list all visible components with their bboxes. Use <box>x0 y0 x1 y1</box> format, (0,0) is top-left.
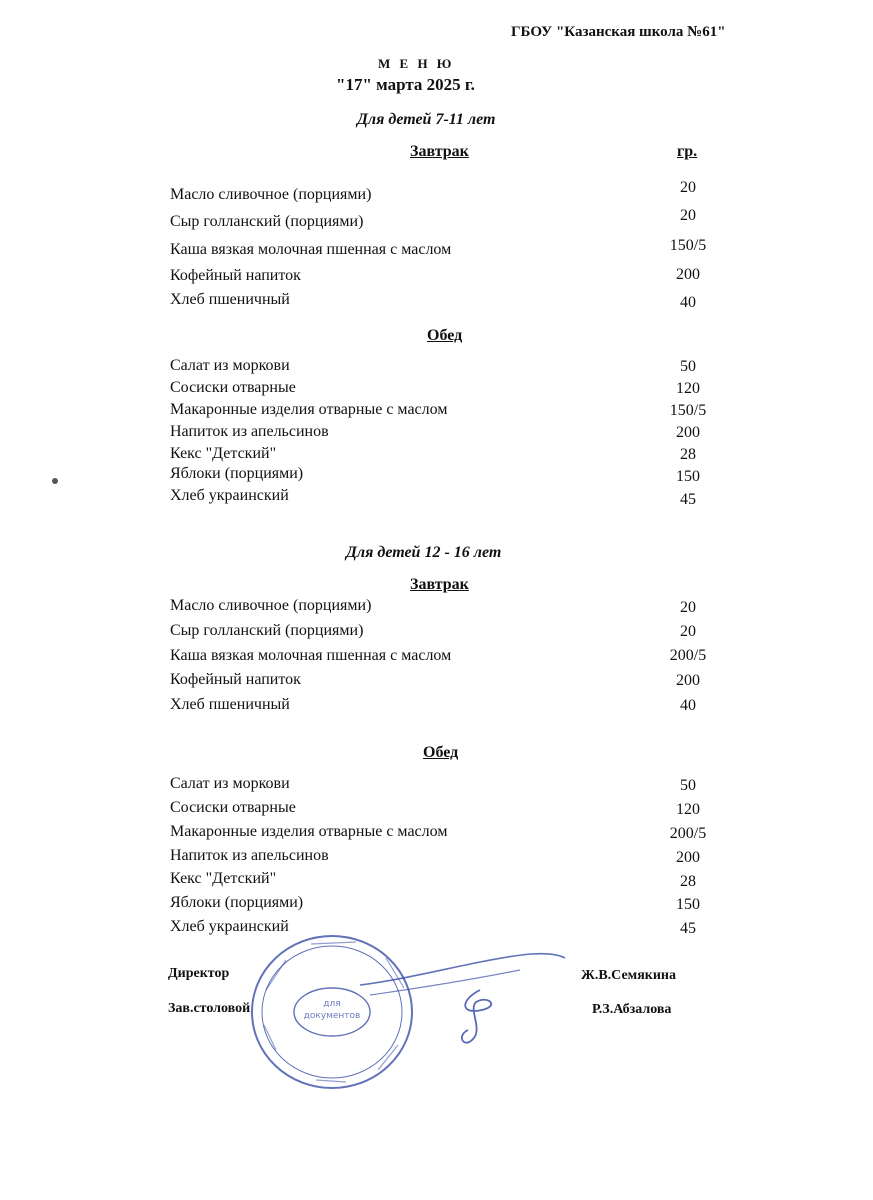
menu-item-weight: 120 <box>676 380 700 397</box>
menu-item-weight: 120 <box>676 801 700 818</box>
menu-item: Сыр голланский (порциями) <box>170 213 364 230</box>
menu-item: Салат из моркови <box>170 775 290 792</box>
menu-item-weight: 28 <box>680 873 696 890</box>
menu-item-weight: 200/5 <box>669 647 707 664</box>
scan-speck <box>52 478 58 484</box>
menu-item-weight: 20 <box>680 207 696 224</box>
menu-item: Сосиски отварные <box>170 379 296 396</box>
director-role: Директор <box>168 966 230 981</box>
menu-item-weight: 20 <box>680 179 696 196</box>
menu-item: Кекс "Детский" <box>170 870 277 887</box>
menu-item: Напиток из апельсинов <box>170 847 329 864</box>
menu-item-weight: 200/5 <box>669 825 707 842</box>
menu-item: Каша вязкая молочная пшенная с маслом <box>170 241 452 258</box>
menu-item-weight: 50 <box>680 358 696 375</box>
age-group-12-16: Для детей 12 - 16 лет <box>346 544 502 561</box>
menu-item: Масло сливочное (порциями) <box>170 597 372 614</box>
menu-item: Каша вязкая молочная пшенная с маслом <box>170 647 452 664</box>
menu-item-weight: 20 <box>680 599 696 616</box>
director-signature <box>360 940 580 1060</box>
menu-item-weight: 45 <box>680 920 696 937</box>
menu-item-weight: 150 <box>676 468 700 485</box>
menu-item: Салат из моркови <box>170 357 290 374</box>
menu-item-weight: 150/5 <box>669 402 707 419</box>
menu-item: Хлеб украинский <box>170 487 289 504</box>
menu-date: "17" марта 2025 г. <box>336 75 475 94</box>
menu-item-weight: 40 <box>680 294 696 311</box>
menu-item: Яблоки (порциями) <box>170 894 304 911</box>
stamp-text-line2: документов <box>303 1011 361 1021</box>
menu-item: Напиток из апельсинов <box>170 423 329 440</box>
menu-item: Масло сливочное (порциями) <box>170 186 372 203</box>
section-breakfast-12-16: Завтрак <box>410 576 469 593</box>
canteen-head-name: Р.З.Абзалова <box>592 1002 672 1017</box>
canteen-head-role: Зав.столовой <box>168 1001 251 1016</box>
organization-name: ГБОУ "Казанская школа №61" <box>511 24 726 40</box>
director-name: Ж.В.Семякина <box>581 968 676 983</box>
menu-item-weight: 150/5 <box>669 237 707 254</box>
age-group-7-11: Для детей 7-11 лет <box>357 111 496 128</box>
menu-item-weight: 20 <box>680 623 696 640</box>
menu-item: Сосиски отварные <box>170 799 296 816</box>
stamp-text-line1: для <box>323 999 341 1009</box>
menu-item: Кофейный напиток <box>170 671 301 688</box>
menu-item-weight: 50 <box>680 777 696 794</box>
menu-item: Сыр голланский (порциями) <box>170 622 364 639</box>
section-lunch-7-11: Обед <box>427 327 463 344</box>
menu-item: Яблоки (порциями) <box>170 465 304 482</box>
menu-item: Макаронные изделия отварные с маслом <box>170 823 448 840</box>
menu-item: Кофейный напиток <box>170 267 301 284</box>
unit-header: гр. <box>677 143 698 160</box>
menu-item: Хлеб пшеничный <box>170 291 290 308</box>
menu-item-weight: 150 <box>676 896 700 913</box>
section-breakfast-7-11: Завтрак <box>410 143 469 160</box>
menu-item-weight: 200 <box>676 266 700 283</box>
menu-item-weight: 40 <box>680 697 696 714</box>
menu-item-weight: 200 <box>676 672 700 689</box>
menu-item: Кекс "Детский" <box>170 445 277 462</box>
menu-item-weight: 200 <box>676 424 700 441</box>
menu-item: Макаронные изделия отварные с маслом <box>170 401 448 418</box>
menu-item-weight: 28 <box>680 446 696 463</box>
menu-item-weight: 45 <box>680 491 696 508</box>
menu-item: Хлеб пшеничный <box>170 696 290 713</box>
menu-title: М Е Н Ю <box>378 56 455 71</box>
menu-item: Хлеб украинский <box>170 918 289 935</box>
menu-item-weight: 200 <box>676 849 700 866</box>
section-lunch-12-16: Обед <box>423 744 459 761</box>
